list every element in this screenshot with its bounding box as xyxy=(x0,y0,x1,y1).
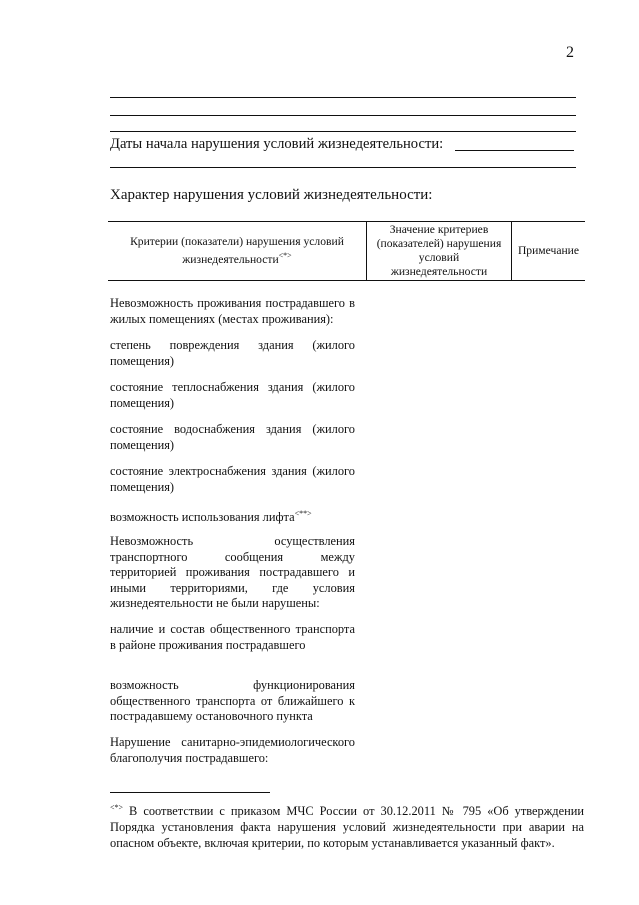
footnote xyxy=(110,800,584,851)
blank-line-4 xyxy=(110,167,576,168)
character-heading: Характер нарушения условий жизнедеятельности: xyxy=(110,187,433,203)
criteria-item: Нарушение санитарно-эпидемиологического благополучия пострадавшего: xyxy=(110,735,355,765)
dates-blank-field[interactable] xyxy=(455,150,574,151)
footnote-marker: <*> xyxy=(110,803,124,812)
criteria-item: степень повреждения здания (жилого помещения) xyxy=(110,338,355,368)
footnote-divider xyxy=(110,792,270,793)
dates-label: Даты начала нарушения условий жизнедеятельности: xyxy=(110,136,444,152)
criteria-item: состояние водоснабжения здания (жилого помещения) xyxy=(110,422,355,452)
criteria-item: возможность функционирования общественного транспорта от ближайшего к пострадавшему остановочного пункта xyxy=(110,678,355,723)
criteria-item: Невозможность проживания пострадавшего в жилых помещениях (местах проживания): xyxy=(110,296,355,326)
table-header-row xyxy=(108,222,585,281)
criteria-item: Невозможность осуществления транспортного сообщения между территорией проживания пострадавшего и иными территориями, где условия жизнедеятельности не были нарушены: xyxy=(110,534,355,610)
blank-line-3 xyxy=(110,131,576,132)
note-column-header: Примечание xyxy=(512,222,586,281)
blank-line-2 xyxy=(110,115,576,116)
criteria-column-header: Критерии (показатели) нарушения условий жизнедеятельности<*> xyxy=(108,222,367,281)
criteria-item: состояние теплоснабжения здания (жилого помещения) xyxy=(110,380,355,410)
footnote-ref-marker: <*> xyxy=(278,251,292,260)
footnote-text: В соответствии с приказом МЧС России от 30.12.2011 № 795 «Об утверждении Порядка установления факта нарушения условий жизнедеятельности при аварии на опасном объекте, включая критерии, по которым устанавливается указанный факт». xyxy=(110,804,584,850)
footnote-ref-marker-2: <**> xyxy=(294,509,312,518)
criteria-table xyxy=(108,221,585,281)
page-number: 2 xyxy=(566,44,574,61)
criteria-item-lift: возможность использования лифта<**> xyxy=(110,509,312,524)
blank-line-1 xyxy=(110,97,576,98)
values-column-header: Значение критериев (показателей) нарушения условий жизнедеятельности xyxy=(367,222,512,281)
criteria-item: состояние электроснабжения здания (жилого помещения) xyxy=(110,464,355,494)
criteria-item: наличие и состав общественного транспорта в районе проживания пострадавшего xyxy=(110,622,355,652)
